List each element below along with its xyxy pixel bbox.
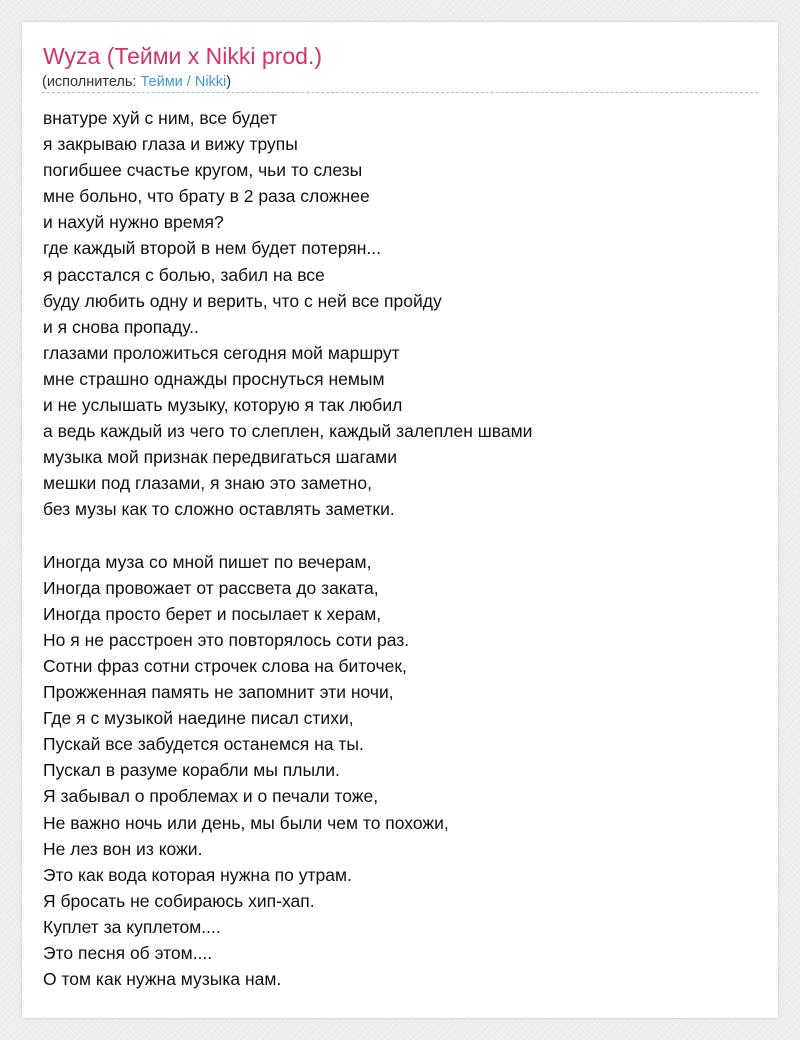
lyric-line: Пускай все забудется останемся на ты. <box>43 734 364 755</box>
lyric-line: Иногда провожает от рассвета до заката, <box>43 577 379 598</box>
lyric-line: Не важно ночь или день, мы были чем то похожи, <box>43 812 449 833</box>
lyric-line: Иногда муза со мной пишет по вечерам, <box>43 551 372 572</box>
lyric-line: О том как нужна музыка нам. <box>43 969 282 990</box>
lyric-line: я закрываю глаза и вижу трупы <box>43 134 298 155</box>
lyric-line: Это как вода которая нужна по утрам. <box>43 864 352 885</box>
performer-prefix: (исполнитель: <box>42 74 141 90</box>
lyric-line: и не услышать музыку, которую я так любил <box>43 395 403 416</box>
lyrics-text <box>43 105 763 992</box>
lyric-line: буду любить одну и верить, что с ней все пройду <box>43 290 442 311</box>
lyric-line: внатуре хуй с ним, все будет <box>43 108 277 128</box>
lyric-line: Не лез вон из кожи. <box>43 838 203 859</box>
lyric-line: я расстался с болью, забил на все <box>43 264 325 285</box>
lyric-line: Я забывал о проблемах и о печали тоже, <box>43 786 379 807</box>
lyric-line: без музы как то сложно оставлять заметки. <box>43 499 395 520</box>
verse-break <box>43 523 763 549</box>
lyric-line: Прожженная память не запомнит эти ночи, <box>43 682 394 703</box>
lyric-line: Куплет за куплетом.... <box>43 916 221 937</box>
lyric-line: Пускал в разуме корабли мы плыли. <box>43 760 340 781</box>
lyric-line: и нахуй нужно время? <box>43 212 224 233</box>
lyric-line: где каждый второй в нем будет потерян... <box>43 238 382 259</box>
song-title: Wyza (Тейми x Nikki prod.) <box>43 43 322 69</box>
lyric-line: глазами проложиться сегодня мой маршрут <box>43 342 400 363</box>
lyric-line: Я бросать не собираюсь хип-хап. <box>43 890 315 911</box>
lyric-line: мне страшно однажды проснуться немым <box>43 368 385 389</box>
performer-suffix: ) <box>226 74 232 90</box>
lyric-line: Иногда просто берет и посылает к херам, <box>43 603 382 624</box>
lyric-line: мне больно, что брату в 2 раза сложнее <box>43 186 370 207</box>
lyric-line: мешки под глазами, я знаю это заметно, <box>43 473 372 494</box>
lyric-line: Но я не расстроен это повторялось соти раз. <box>43 629 410 650</box>
title-divider <box>42 92 758 93</box>
performer-link[interactable]: Тейми / Nikki <box>140 74 227 90</box>
performer-line <box>42 73 231 91</box>
lyric-line: и я снова пропаду.. <box>43 316 199 337</box>
lyric-line: Это песня об этом.... <box>43 943 213 963</box>
lyric-line: погибшее счастье кругом, чьи то слезы <box>43 160 363 181</box>
lyric-line: а ведь каждый из чего то слеплен, каждый залеплен швами <box>43 421 533 442</box>
lyric-line: Сотни фраз сотни строчек слова на биточек, <box>43 655 407 676</box>
lyrics-card <box>22 22 778 1018</box>
lyric-line: Где я с музыкой наедине писал стихи, <box>43 708 354 729</box>
lyric-line: музыка мой признак передвигаться шагами <box>43 447 397 468</box>
